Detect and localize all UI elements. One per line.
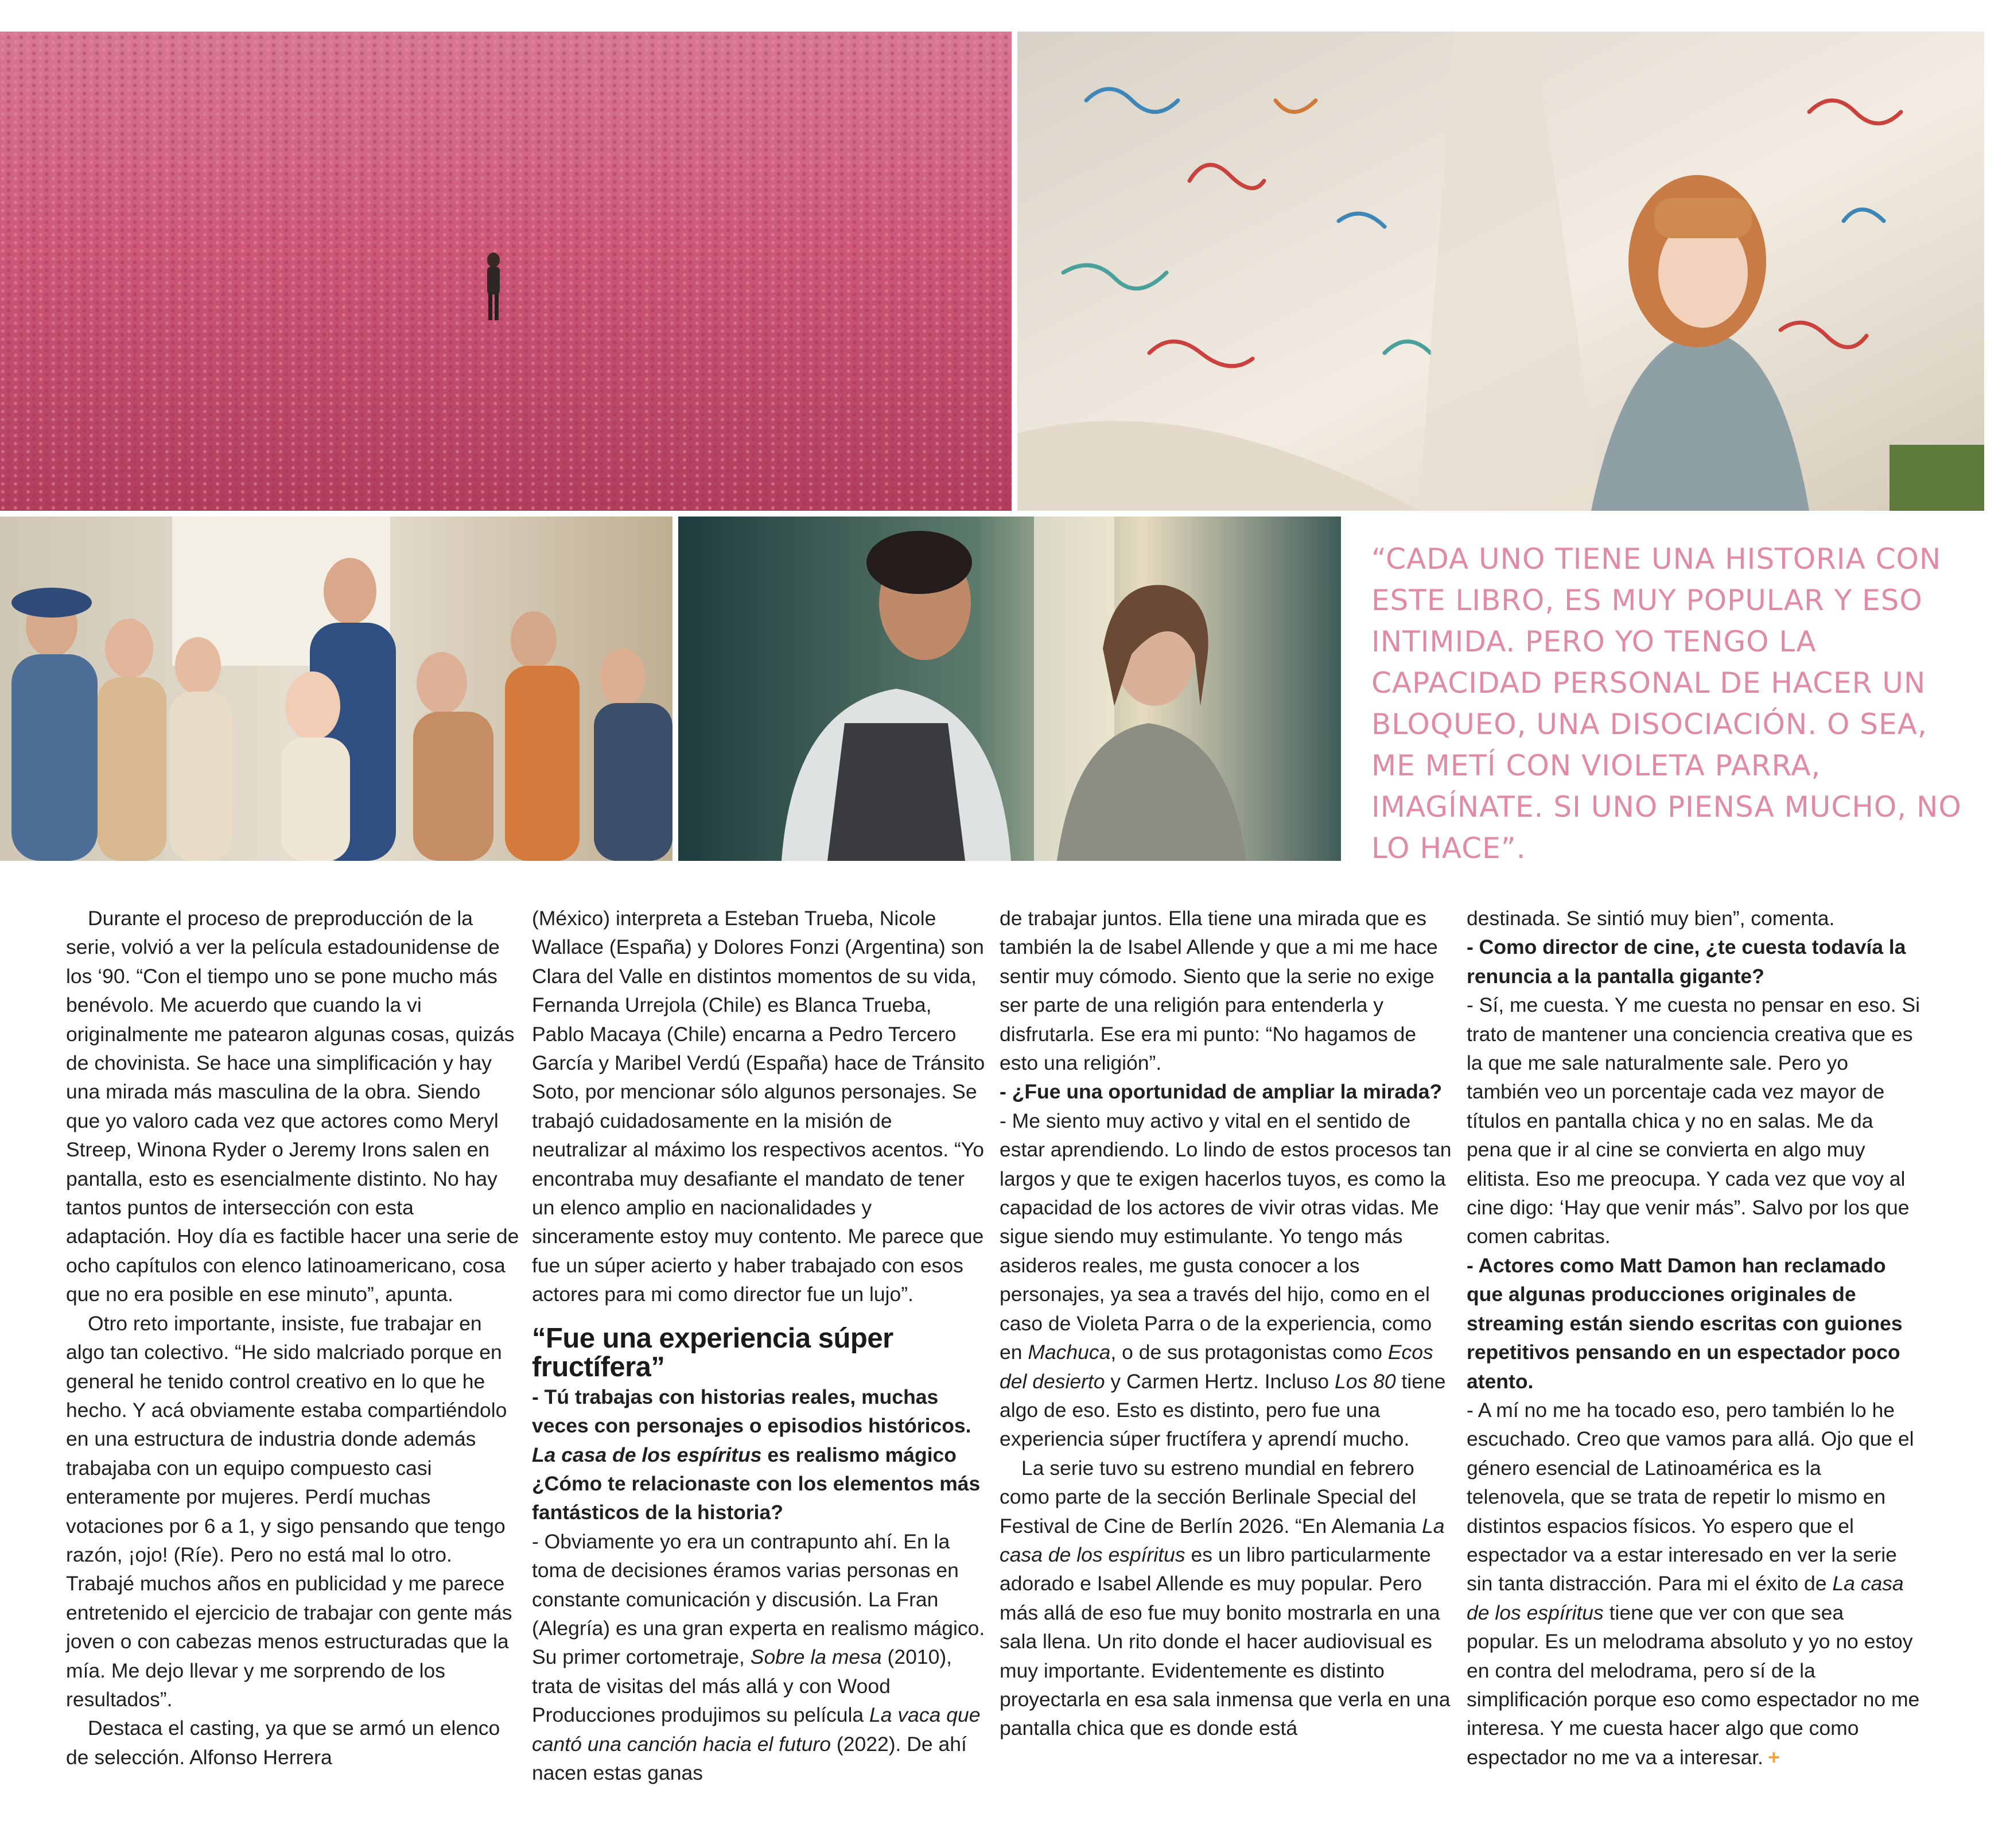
article-column-4: [1467, 904, 1920, 1772]
photo-crowd: [0, 517, 672, 861]
interview-question: - ¿Fue una oportunidad de ampliar la mirada?: [1000, 1080, 1443, 1104]
paragraph: destinada. Se sintió muy bien”, comenta.: [1467, 907, 1835, 930]
article-column-1: [66, 904, 519, 1772]
end-mark-icon: +: [1768, 1745, 1780, 1769]
photo-couple: [678, 517, 1341, 861]
work-title: Machuca: [1028, 1341, 1111, 1364]
interview-answer: - Me siento muy activo y vital en el sentido de estar aprendiendo. Lo lindo de estos procesos tan largos y que te exigen hacerlos tuyos, es como la capacidad de los actores de vivir otras vidas. Me sigue siendo muy estimulante. Yo tengo más asideros reales, me gusta conocer a los personajes, ya sea a través del hijo, como en el caso de Violeta Parra o de la experiencia, como en Machuca, o de sus protagonistas como Ecos del desierto y Carmen Hertz. Incluso Los 80 tiene algo de eso. Esto es distinto, pero fue una experiencia súper fructífera y aprendí mucho.: [1000, 1109, 1452, 1451]
paragraph: de trabajar juntos. Ella tiene una mirada que es también la de Isabel Allende y que a mi me hace sentir muy cómodo. Siento que la serie no exige ser parte de una religión para entenderla y disfrutarla. Ese era mi punto: “No hagamos de esto una religión”.: [1000, 907, 1438, 1075]
article-column-3: [1000, 904, 1453, 1743]
work-title: La casa de los espíritus: [532, 1443, 762, 1466]
interview-question: - Como director de cine, ¿te cuesta todavía la renuncia a la pantalla gigante?: [1467, 935, 1906, 988]
paragraph: (México) interpreta a Esteban Trueba, Nicole Wallace (España) y Dolores Fonzi (Argentina) son Clara del Valle en distintos momentos de su vida, Fernanda Urrejola (Chile) es Blanca Trueba, Pablo Macaya (Chile) encarna a Pedro Tercero García y Maribel Verdú (España) hace de Tránsito Soto, por mencionar sólo algunos personajes. Se trabajó cuidadosamente en la misión de neutralizar al máximo los respectivos acentos. “Yo encontraba muy desafiante el mandato de tener un elenco amplio en nacionalidades y sinceramente estoy muy contento. Me parece que fue un súper acierto y haber trabajado con esos actores para mi como director fue un lujo”.: [532, 907, 985, 1306]
paragraph: Destaca el casting, ya que se armó un elenco de selección. Alfonso Herrera: [66, 1717, 500, 1769]
paragraph: Otro reto importante, insiste, fue trabajar en algo tan colectivo. “He sido malcriado porque en general he tenido control creativo en lo que he hecho. Y acá obviamente estaba compartiéndolo en una estructura de industria donde además trabajaba con un equipo compuesto casi enteramente por mujeres. Perdí muchas votaciones por 6 a 1, y sigo pensando que tengo razón, ¡ojo! (Ríe). Pero no está mal lo otro. Trabajé muchos años en publicidad y me parece entretenido el ejercicio de trabajar con gente más joven o con cabezas menos estructuradas que la mía. Me dejo llevar y me sorprendo de los resultados”.: [66, 1311, 512, 1711]
paragraph: La serie tuvo su estreno mundial en febrero como parte de la sección Berlinale Special del Festival de Cine de Berlín 2026. “En Alemania La casa de los espíritus es un libro particularmente adorado e Isabel Allende es muy popular. Pero más allá de eso fue muy bonito mostrarla en una sala llena. Un rito donde el hacer audiovisual es muy importante. Evidentemente es distinto proyectarla en esa sala inmensa que verla en una pantalla chica que es donde está: [1000, 1456, 1451, 1740]
article-column-2: [532, 904, 985, 1787]
interview-answer: - Sí, me cuesta. Y me cuesta no pensar en eso. Si trato de mantener una conciencia creativa que es la que me sale naturalmente sale. Pero yo también veo un porcentaje cada vez mayor de títulos en pantalla chica y no en salas. Me da pena que ir al cine se convierta en algo muy elitista. Eso me preocupa. Y cada vez que voy al cine digo: ‘Hay que venir más”. Salvo por los que comen cabritas.: [1467, 993, 1920, 1248]
work-title: La vaca que cantó una canción hacia el futuro: [532, 1703, 981, 1756]
paragraph: Durante el proceso de preproducción de la serie, volvió a ver la película estadounidense de los ‘90. “Con el tiempo uno se pone mucho más benévolo. Me acuerdo que cuando la vi originalmente me patearon algunas cosas, quizás de chovinista. Se hace una simplificación y hay una mirada más masculina de la obra. Siendo que yo valoro cada vez que actores como Meryl Streep, Winona Ryder o Jeremy Irons salen en pantalla, esto es esencialmente distinto. No hay tantos puntos de intersección con esta adaptación. Hoy día es factible hacer una serie de ocho capítulos con elenco latinoamericano, cosa que no era posible en ese minuto”, apunta.: [66, 907, 519, 1306]
photo-pink-field: [0, 32, 1012, 511]
photo-girl-tent: [1017, 32, 1984, 511]
work-title: Sobre la mesa: [750, 1645, 882, 1669]
work-title: La casa de los espíritus: [1467, 1572, 1904, 1624]
work-title: Los 80: [1335, 1369, 1396, 1393]
work-title: Ecos del desierto: [1000, 1341, 1433, 1393]
interview-question: - Tú trabajas con historias reales, muchas veces con personajes o episodios históricos. La casa de los espíritus es realismo mágico ¿Cómo te relacionaste con los elementos más fantásticos de la historia?: [532, 1385, 981, 1524]
interview-answer: - A mí no me ha tocado eso, pero también lo he escuchado. Creo que vamos para allá. Ojo que el género esencial de Latinoamérica es la telenovela, que se trata de repetir lo mismo en distintos espacios físicos. Yo espero que el espectador va a estar interesado en ver la serie sin tanta distracción. Para mi el éxito de La casa de los espíritus tiene que ver con que sea popular. Es un melodrama absoluto y yo no estoy en contra del melodrama, pero sí de la simplificación porque eso como espectador no me interesa. Y me cuesta hacer algo que como espectador no me va a interesar. +: [1467, 1398, 1920, 1769]
interview-question: - Actores como Matt Damon han reclamado que algunas producciones originales de streaming están siendo escritas con guiones repetitivos pensando en un espectador poco atento.: [1467, 1253, 1903, 1393]
work-title: La casa de los espíritus: [1000, 1514, 1445, 1566]
section-heading: “Fue una experiencia súper fructífera”: [532, 1322, 893, 1383]
pull-quote: “CADA UNO TIENE UNA HISTORIA CON ESTE LIBRO, ES MUY POPULAR Y ESO INTIMIDA. PERO YO TENGO LA CAPACIDAD PERSONAL DE HACER UN BLOQUEO, UNA DISOCIACIÓN. O SEA, ME METÍ CON VIOLETA PARRA, IMAGÍNATE. SI UNO PIENSA MUCHO, NO LO HACE”.: [1371, 542, 1962, 865]
interview-answer: - Obviamente yo era un contrapunto ahí. En la toma de decisiones éramos varias personas en constante comunicación y discusión. La Fran (Alegría) es una gran experta en realismo mágico. Su primer cortometraje, Sobre la mesa (2010), trata de visitas del más allá y con Wood Producciones produjimos su película La vaca que cantó una canción hacia el futuro (2022). De ahí nacen estas ganas: [532, 1529, 985, 1784]
